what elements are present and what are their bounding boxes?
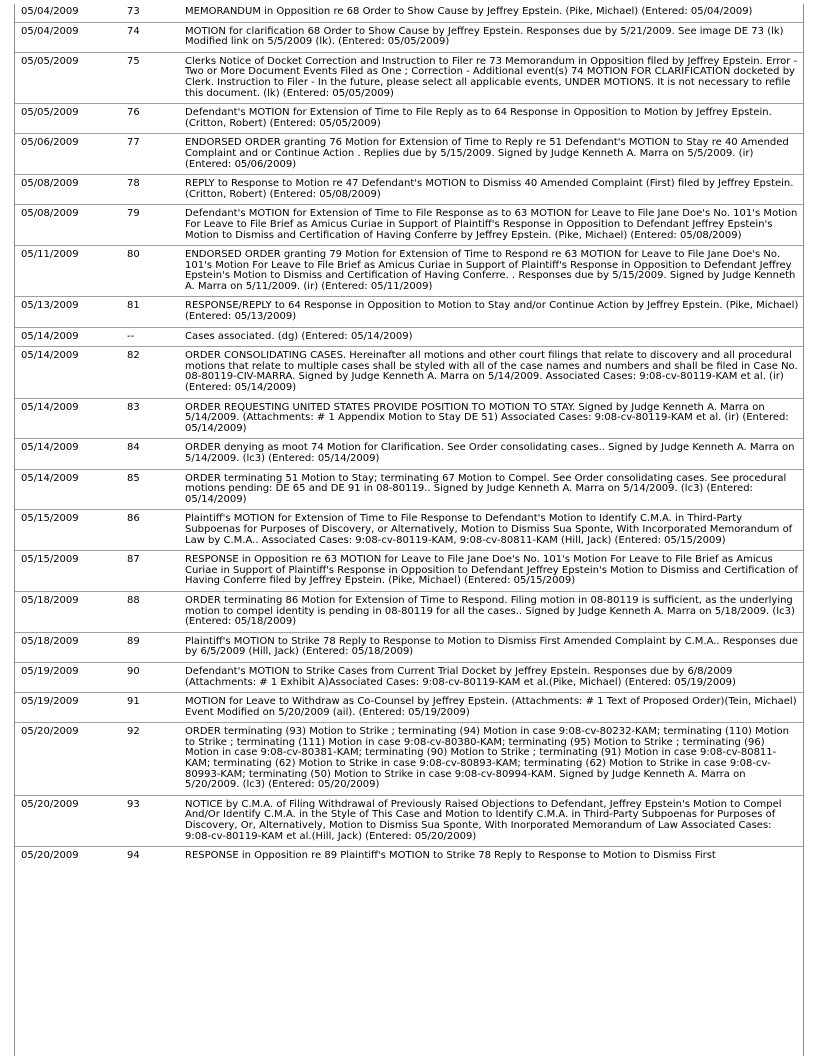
entry-text: Plaintiff's MOTION for Extension of Time to File Response to Defendant's Motion to Identify C.M.A. in Third-Party Subpoenas for Purposes of Discovery, or Alternatively, Motion to Dismiss Sua Sponte, With Incorporated Memorandum of Law by C.M.A.. Associated Cases: 9:08-cv-80119-KAM, 9:08-cv-80811-KAM (Hill, Jack) (Entered: 05/15/2009) — [179, 510, 803, 551]
entry-text: MOTION for Leave to Withdraw as Co-Counsel by Jeffrey Epstein. (Attachments: # 1 Text of Proposed Order)(Tein, Michael) Event Modified on 5/20/2009 (ail). (Entered: 05/19/2009) — [179, 693, 803, 723]
entry-date: 05/14/2009 — [15, 398, 121, 439]
entry-number: 88 — [121, 591, 179, 632]
entry-text: RESPONSE in Opposition re 89 Plaintiff's MOTION to Strike 78 Reply to Response to Motion to Dismiss First — [179, 847, 803, 866]
docket-entry-row — [15, 795, 803, 846]
entry-number: 76 — [121, 104, 179, 134]
docket-entry-row — [15, 398, 803, 439]
docket-entry-row — [15, 134, 803, 175]
docket-table — [15, 4, 803, 866]
entry-date: 05/05/2009 — [15, 104, 121, 134]
docket-entry-row — [15, 104, 803, 134]
entry-text: RESPONSE/REPLY to 64 Response in Opposition to Motion to Stay and/or Continue Action by Jeffrey Epstein. (Pike, Michael) (Entered: 05/13/2009) — [179, 297, 803, 327]
docket-entry-row — [15, 662, 803, 692]
entry-date: 05/19/2009 — [15, 662, 121, 692]
entry-date: 05/08/2009 — [15, 205, 121, 246]
docket-entry-row — [15, 632, 803, 662]
entry-text: ORDER CONSOLIDATING CASES. Hereinafter all motions and other court filings that relate to discovery and all procedural motions that relate to multiple cases shall be styled with all of the case names and numbers and shall be filed in Case No. 08-80119-CIV-MARRA. Signed by Judge Kenneth A. Marra on 5/14/2009. Associated Cases: 9:08-cv-80119-KAM et al. (ir) (Entered: 05/14/2009) — [179, 347, 803, 398]
entry-date: 05/04/2009 — [21, 6, 79, 17]
docket-entry-row — [15, 693, 803, 723]
entry-number: 85 — [121, 469, 179, 510]
entry-text: MOTION for clarification 68 Order to Show Cause by Jeffrey Epstein. Responses due by 5/21/2009. See image DE 73 (lk) Modified link on 5/5/2009 (lk). (Entered: 05/05/2009) — [179, 22, 803, 52]
entry-text: MEMORANDUM in Opposition re 68 Order to Show Cause by Jeffrey Epstein. (Pike, Michael) (Entered: 05/04/2009) — [185, 6, 753, 17]
entry-date: 05/14/2009 — [15, 347, 121, 398]
entry-number: 94 — [121, 847, 179, 866]
entry-text: ORDER denying as moot 74 Motion for Clarification. See Order consolidating cases.. Signed by Judge Kenneth A. Marra on 5/14/2009. (lc3) (Entered: 05/14/2009) — [179, 439, 803, 469]
entry-date: 05/14/2009 — [15, 439, 121, 469]
entry-text: ENDORSED ORDER granting 76 Motion for Extension of Time to Reply re 51 Defendant's MOTION to Stay re 40 Amended Complaint and or Continue Action . Replies due by 5/15/2009. Signed by Judge Kenneth A. Marra on 5/5/2009. (ir) (Entered: 05/06/2009) — [179, 134, 803, 175]
docket-entry-row — [15, 510, 803, 551]
entry-text: NOTICE by C.M.A. of Filing Withdrawal of Previously Raised Objections to Defendant, Jeffrey Epstein's Motion to Compel And/Or Identify C.M.A. in the Style of This Case and Motion to Identify C.M.A. in Third-Party Subpoenas for Purposes of Discovery, Or, Alternatively, Motion to Dismiss Sua Sponte, With Inorporated Memorandum of Law Associated Cases: 9:08-cv-80119-KAM et al.(Hill, Jack) (Entered: 05/20/2009) — [179, 795, 803, 846]
docket-entry-row — [15, 205, 803, 246]
entry-date: 05/11/2009 — [15, 246, 121, 297]
docket-entry-row — [15, 847, 803, 866]
entry-number: 79 — [121, 205, 179, 246]
docket-entry-row — [15, 4, 803, 22]
docket-entry-row — [15, 347, 803, 398]
docket-entry-row — [15, 327, 803, 347]
entry-text: ORDER terminating 86 Motion for Extension of Time to Respond. Filing motion in 08-80119 is sufficient, as the underlying motion to compel identity is pending in 08-80119 for all the cases.. Signed by Judge Kenneth A. Marra on 5/18/2009. (lc3) (Entered: 05/18/2009) — [179, 591, 803, 632]
entry-number: 87 — [121, 551, 179, 592]
entry-number: 77 — [121, 134, 179, 175]
entry-date: 05/05/2009 — [15, 52, 121, 103]
entry-date: 05/18/2009 — [15, 591, 121, 632]
entry-text: Defendant's MOTION for Extension of Time to File Reply as to 64 Response in Opposition to Motion by Jeffrey Epstein. (Critton, Robert) (Entered: 05/05/2009) — [179, 104, 803, 134]
entry-number: 83 — [121, 398, 179, 439]
entry-date: 05/15/2009 — [15, 510, 121, 551]
entry-date: 05/20/2009 — [15, 795, 121, 846]
entry-number: 91 — [121, 693, 179, 723]
entry-number: 80 — [121, 246, 179, 297]
entry-number: 75 — [121, 52, 179, 103]
entry-number: 82 — [121, 347, 179, 398]
entry-date: 05/06/2009 — [15, 134, 121, 175]
entry-date: 05/08/2009 — [15, 175, 121, 205]
entry-date: 05/20/2009 — [15, 723, 121, 796]
entry-number: 89 — [121, 632, 179, 662]
docket-entry-row — [15, 439, 803, 469]
docket-entry-row — [15, 246, 803, 297]
entry-number: 90 — [121, 662, 179, 692]
docket-entries — [15, 4, 803, 866]
entry-number: 81 — [121, 297, 179, 327]
entry-number: 93 — [121, 795, 179, 846]
docket-entry-row — [15, 175, 803, 205]
entry-date: 05/13/2009 — [15, 297, 121, 327]
entry-date: 05/18/2009 — [15, 632, 121, 662]
entry-number: 78 — [121, 175, 179, 205]
docket-entry-row — [15, 22, 803, 52]
entry-date: 05/14/2009 — [15, 327, 121, 347]
entry-text: ORDER terminating (93) Motion to Strike ; terminating (94) Motion in case 9:08-cv-80232-KAM; terminating (110) Motion to Strike ; terminating (111) Motion in case 9:08-cv-80380-KAM; terminating (95) Motion to Strike ; terminating (96) Motion in case 9:08-cv-80381-KAM; terminating (90) Motion to Strike ; terminating (91) Motion in case 9:08-cv-80811-KAM; terminating (62) Motion to Strike in case 9:08-cv-80893-KAM; terminating (62) Motion to Strike in case 9:08-cv-80993-KAM; terminating (50) Motion to Strike in case 9:08-cv-80994-KAM. Signed by Judge Kenneth A. Marra on 5/20/2009. (lc3) (Entered: 05/20/2009) — [179, 723, 803, 796]
entry-number: 86 — [121, 510, 179, 551]
entry-date: 05/19/2009 — [15, 693, 121, 723]
entry-text: REPLY to Response to Motion re 47 Defendant's MOTION to Dismiss 40 Amended Complaint (First) filed by Jeffrey Epstein. (Critton, Robert) (Entered: 05/08/2009) — [179, 175, 803, 205]
entry-number: -- — [121, 327, 179, 347]
entry-text: RESPONSE in Opposition re 63 MOTION for Leave to File Jane Doe's No. 101's Motion For Leave to File Brief as Amicus Curiae in Support of Plaintiff's Response in Opposition to Defendant Jeffrey Epstein's Motion to Dismiss and Certification of Having Conferre filed by Jeffrey Epstein. (Pike, Michael) (Entered: 05/15/2009) — [179, 551, 803, 592]
docket-entry-row — [15, 723, 803, 796]
entry-number: 73 — [127, 6, 140, 17]
docket-entry-row — [15, 52, 803, 103]
entry-date: 05/15/2009 — [15, 551, 121, 592]
docket-entry-row — [15, 297, 803, 327]
entry-text: Defendant's MOTION for Extension of Time to File Response as to 63 MOTION for Leave to File Jane Doe's No. 101's Motion For Leave to File Brief as Amicus Curiae in Support of Plaintiff's Response in Opposition to Defendant Jeffrey Epstein's Motion to Dismiss and Certification of Having Conferre by Jeffrey Epstein. (Pike, Michael) (Entered: 05/08/2009) — [179, 205, 803, 246]
docket-page — [14, 4, 804, 1056]
docket-entry-row — [15, 551, 803, 592]
entry-text: ORDER terminating 51 Motion to Stay; terminating 67 Motion to Compel. See Order consolidating cases. See procedural motions pending: DE 65 and DE 91 in 08-80119.. Signed by Judge Kenneth A. Marra on 5/14/2009. (lc3) (Entered: 05/14/2009) — [179, 469, 803, 510]
entry-date: 05/04/2009 — [15, 22, 121, 52]
docket-entry-row — [15, 591, 803, 632]
entry-date: 05/14/2009 — [15, 469, 121, 510]
entry-text: Clerks Notice of Docket Correction and Instruction to Filer re 73 Memorandum in Opposition filed by Jeffrey Epstein. Error - Two or More Document Events Filed as One ; Correction - Additional event(s) 74 MOTION FOR CLARIFICATION docketed by Clerk. Instruction to Filer - In the future, please select all applicable events, UNDER MOTIONS. It is not necessary to refile this document. (lk) (Entered: 05/05/2009) — [179, 52, 803, 103]
entry-text: ENDORSED ORDER granting 79 Motion for Extension of Time to Respond re 63 MOTION for Leave to File Jane Doe's No. 101's Motion For Leave to File Brief as Amicus Curiae in Support of Plaintiff's Response in Opposition to Defendant Jeffrey Epstein's Motion to Dismiss and Certification of Having Conferre. . Responses due by 5/15/2009. Signed by Judge Kenneth A. Marra on 5/11/2009. (ir) (Entered: 05/11/2009) — [179, 246, 803, 297]
entry-text: Plaintiff's MOTION to Strike 78 Reply to Response to Motion to Dismiss First Amended Complaint by C.M.A.. Responses due by 6/5/2009 (Hill, Jack) (Entered: 05/18/2009) — [179, 632, 803, 662]
entry-text: Cases associated. (dg) (Entered: 05/14/2009) — [179, 327, 803, 347]
entry-number: 84 — [121, 439, 179, 469]
entry-text: ORDER REQUESTING UNITED STATES PROVIDE POSITION TO MOTION TO STAY. Signed by Judge Kenneth A. Marra on 5/14/2009. (Attachments: # 1 Appendix Motion to Stay DE 51) Associated Cases: 9:08-cv-80119-KAM et al. (ir) (Entered: 05/14/2009) — [179, 398, 803, 439]
entry-date: 05/20/2009 — [15, 847, 121, 866]
entry-number: 74 — [121, 22, 179, 52]
docket-entry-row — [15, 469, 803, 510]
entry-text: Defendant's MOTION to Strike Cases from Current Trial Docket by Jeffrey Epstein. Responses due by 6/8/2009 (Attachments: # 1 Exhibit A)Associated Cases: 9:08-cv-80119-KAM et al.(Pike, Michael) (Entered: 05/19/2009) — [179, 662, 803, 692]
entry-number: 92 — [121, 723, 179, 796]
